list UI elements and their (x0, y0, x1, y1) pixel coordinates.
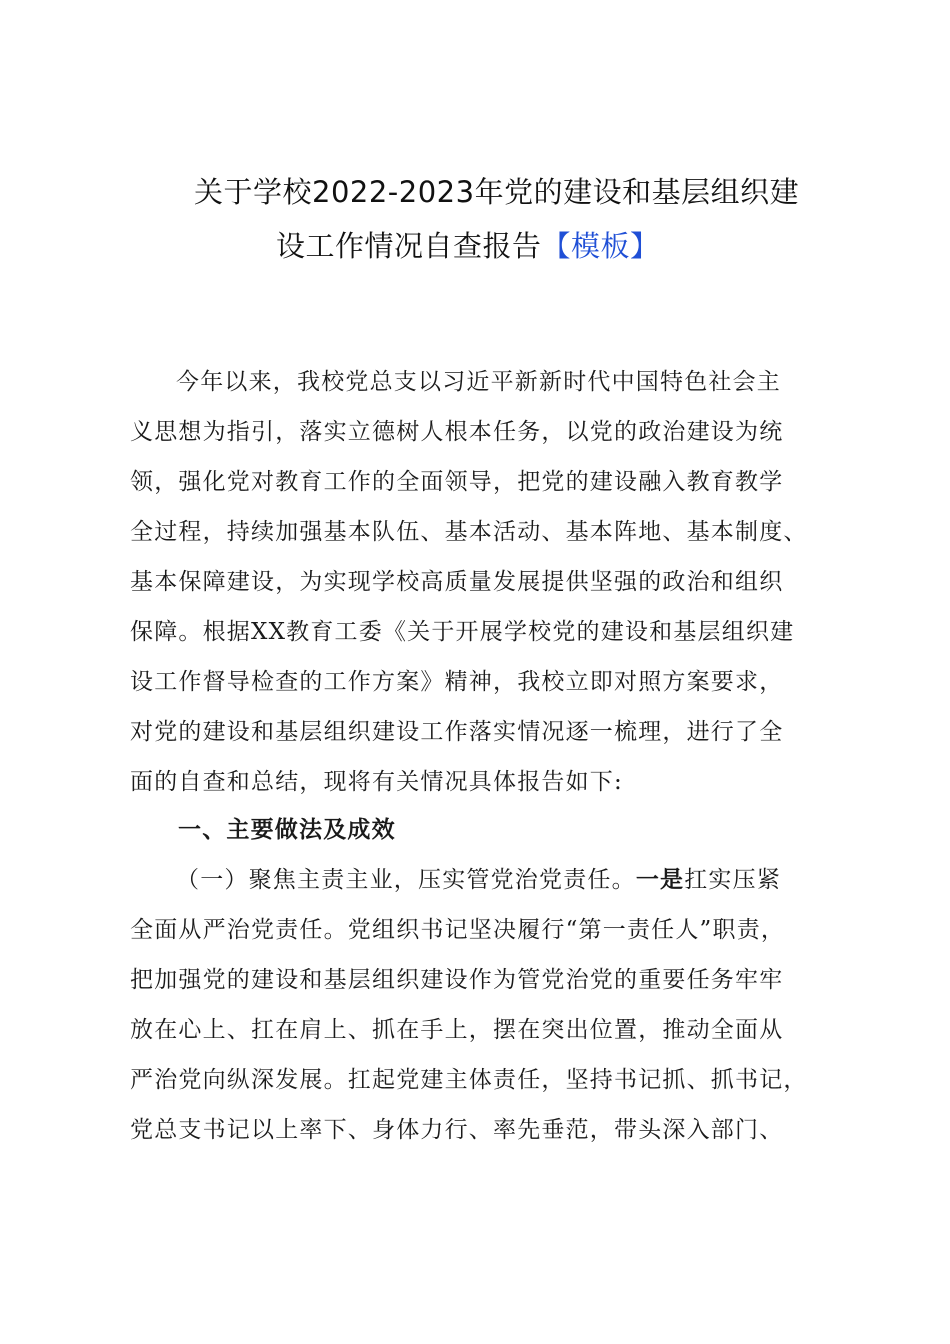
paragraph-line: 对党的建设和基层组织建设工作落实情况逐一梳理，进行了全 (130, 719, 784, 745)
subsection-title: （一）聚焦主责主业，压实管党治党责任。 (176, 867, 636, 893)
document-title-line-2 (0, 224, 950, 265)
paragraph-line: 全过程，持续加强基本队伍、基本活动、基本阵地、基本制度、 (130, 519, 808, 545)
paragraph-line: 基本保障建设，为实现学校高质量发展提供坚强的政治和组织 (130, 569, 784, 595)
document-title-line-1 (0, 170, 950, 211)
paragraph-first-line (130, 855, 830, 905)
title-text-line-1: 关于学校2022-2023年党的建设和基层组织建 (194, 175, 800, 209)
paragraph-line: 保障。根据XX教育工委《关于开展学校党的建设和基层组织建 (130, 619, 795, 645)
first-line-tail: 扛实压紧 (684, 867, 782, 893)
paragraph-line: 面的自查和总结，现将有关情况具体报告如下: (130, 769, 623, 795)
paragraph-line: 今年以来，我校党总支以习近平新新时代中国特色社会主 (176, 369, 781, 395)
bold-lead-text: 一是 (635, 867, 685, 893)
paragraph-line: 放在心上、扛在肩上、抓在手上，摆在突出位置，推动全面从 (130, 1017, 784, 1043)
paragraph-line: 义思想为指引，落实立德树人根本任务，以党的政治建设为统 (130, 419, 784, 445)
section-paragraph (130, 855, 830, 1155)
section-heading: 一、主要做法及成效 (178, 817, 396, 843)
title-template-tag: 【模板】 (541, 229, 660, 263)
paragraph-line: 把加强党的建设和基层组织建设作为管党治党的重要任务牢牢 (130, 967, 784, 993)
paragraph-line: 党总支书记以上率下、身体力行、率先垂范，带头深入部门、 (130, 1117, 784, 1143)
paragraph-line: 领，强化党对教育工作的全面领导，把党的建设融入教育教学 (130, 469, 784, 495)
paragraph-line: 全面从严治党责任。党组织书记坚决履行“第一责任人”职责， (130, 917, 786, 943)
paragraph-line: 设工作督导检查的工作方案》精神，我校立即对照方案要求， (130, 669, 784, 695)
intro-paragraph (130, 357, 830, 807)
paragraph-line: 严治党向纵深发展。扛起党建主体责任，坚持书记抓、抓书记， (130, 1067, 808, 1093)
title-text-line-2: 设工作情况自查报告 (276, 229, 542, 263)
